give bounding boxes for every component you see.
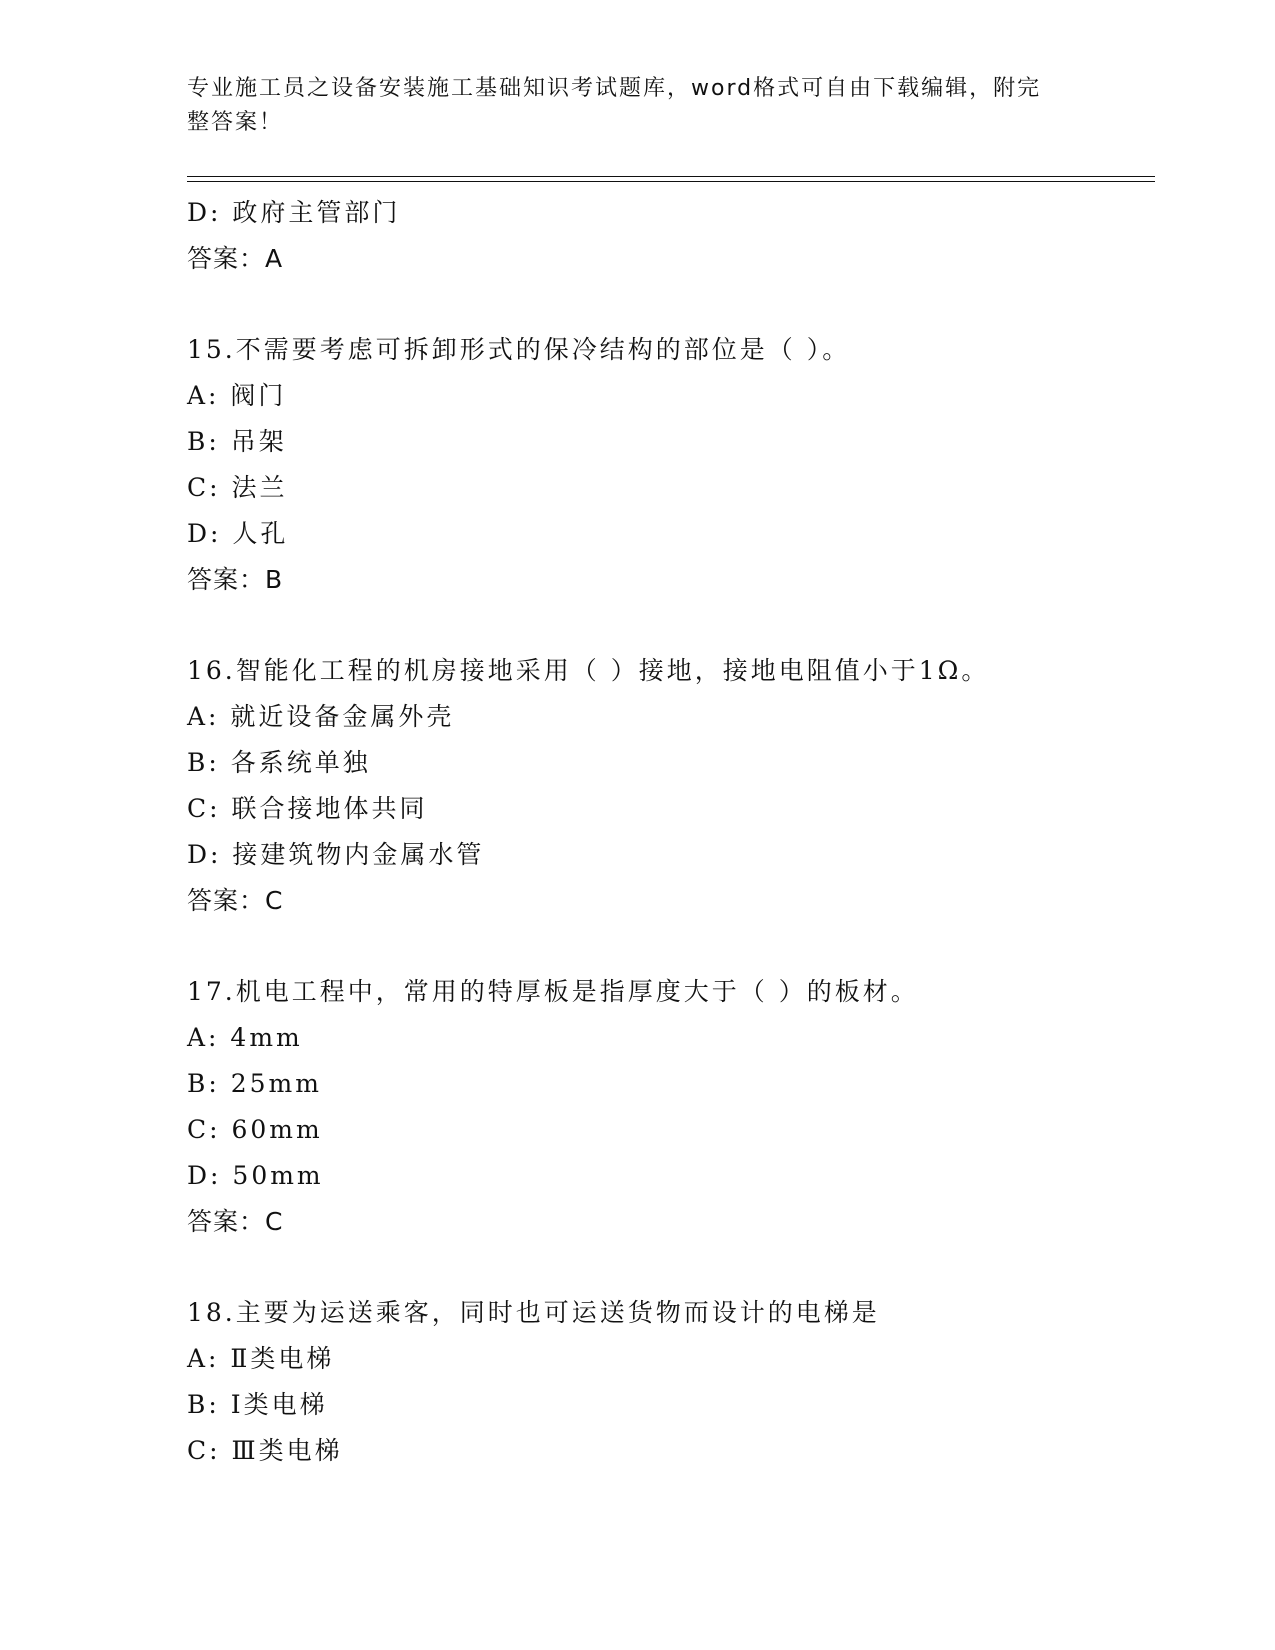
option-b: B: Ⅰ类电梯 (187, 1390, 328, 1419)
option-c: C: 法兰 (187, 473, 288, 502)
answer: 答案：A (187, 244, 284, 273)
question-17 (187, 969, 1155, 1245)
question-stem: 16.智能化工程的机房接地采用（ ）接地，接地电阻值小于1Ω。 (187, 656, 990, 685)
header-line-1: 专业施工员之设备安装施工基础知识考试题库，word格式可自由下载编辑，附完 (187, 76, 1042, 101)
option-a: A: 4mm (187, 1023, 303, 1052)
spacer (187, 924, 1155, 969)
option-d: D: 政府主管部门 (187, 198, 401, 227)
option-d: D: 50mm (187, 1161, 324, 1190)
option-a: A: 阀门 (187, 381, 287, 410)
document-header (187, 72, 1067, 140)
question-stem: 17.机电工程中，常用的特厚板是指厚度大于（ ）的板材。 (187, 977, 919, 1006)
question-15 (187, 327, 1155, 603)
option-d: D: 接建筑物内金属水管 (187, 840, 485, 869)
answer: 答案：C (187, 1207, 284, 1236)
question-content (187, 190, 1155, 1474)
option-c: C: 60mm (187, 1115, 323, 1144)
option-b: B: 25mm (187, 1069, 322, 1098)
header-rule-bottom (187, 181, 1155, 182)
option-d: D: 人孔 (187, 519, 289, 548)
question-stem: 18.主要为运送乘客，同时也可运送货物而设计的电梯是 (187, 1298, 880, 1327)
header-line-2: 整答案！ (187, 110, 284, 135)
question-stem: 15.不需要考虑可拆卸形式的保冷结构的部位是（ ）。 (187, 335, 851, 364)
question-16 (187, 648, 1155, 924)
option-b: B: 吊架 (187, 427, 287, 456)
option-a: A: Ⅱ类电梯 (187, 1344, 335, 1373)
spacer (187, 1245, 1155, 1290)
header-rule-top (187, 176, 1155, 177)
spacer (187, 603, 1155, 648)
answer: 答案：B (187, 565, 284, 594)
option-a: A: 就近设备金属外壳 (187, 702, 455, 731)
question-18 (187, 1290, 1155, 1474)
option-c: C: 联合接地体共同 (187, 794, 428, 823)
spacer (187, 282, 1155, 327)
answer: 答案：C (187, 886, 284, 915)
option-c: C: Ⅲ类电梯 (187, 1436, 343, 1465)
option-b: B: 各系统单独 (187, 748, 371, 777)
